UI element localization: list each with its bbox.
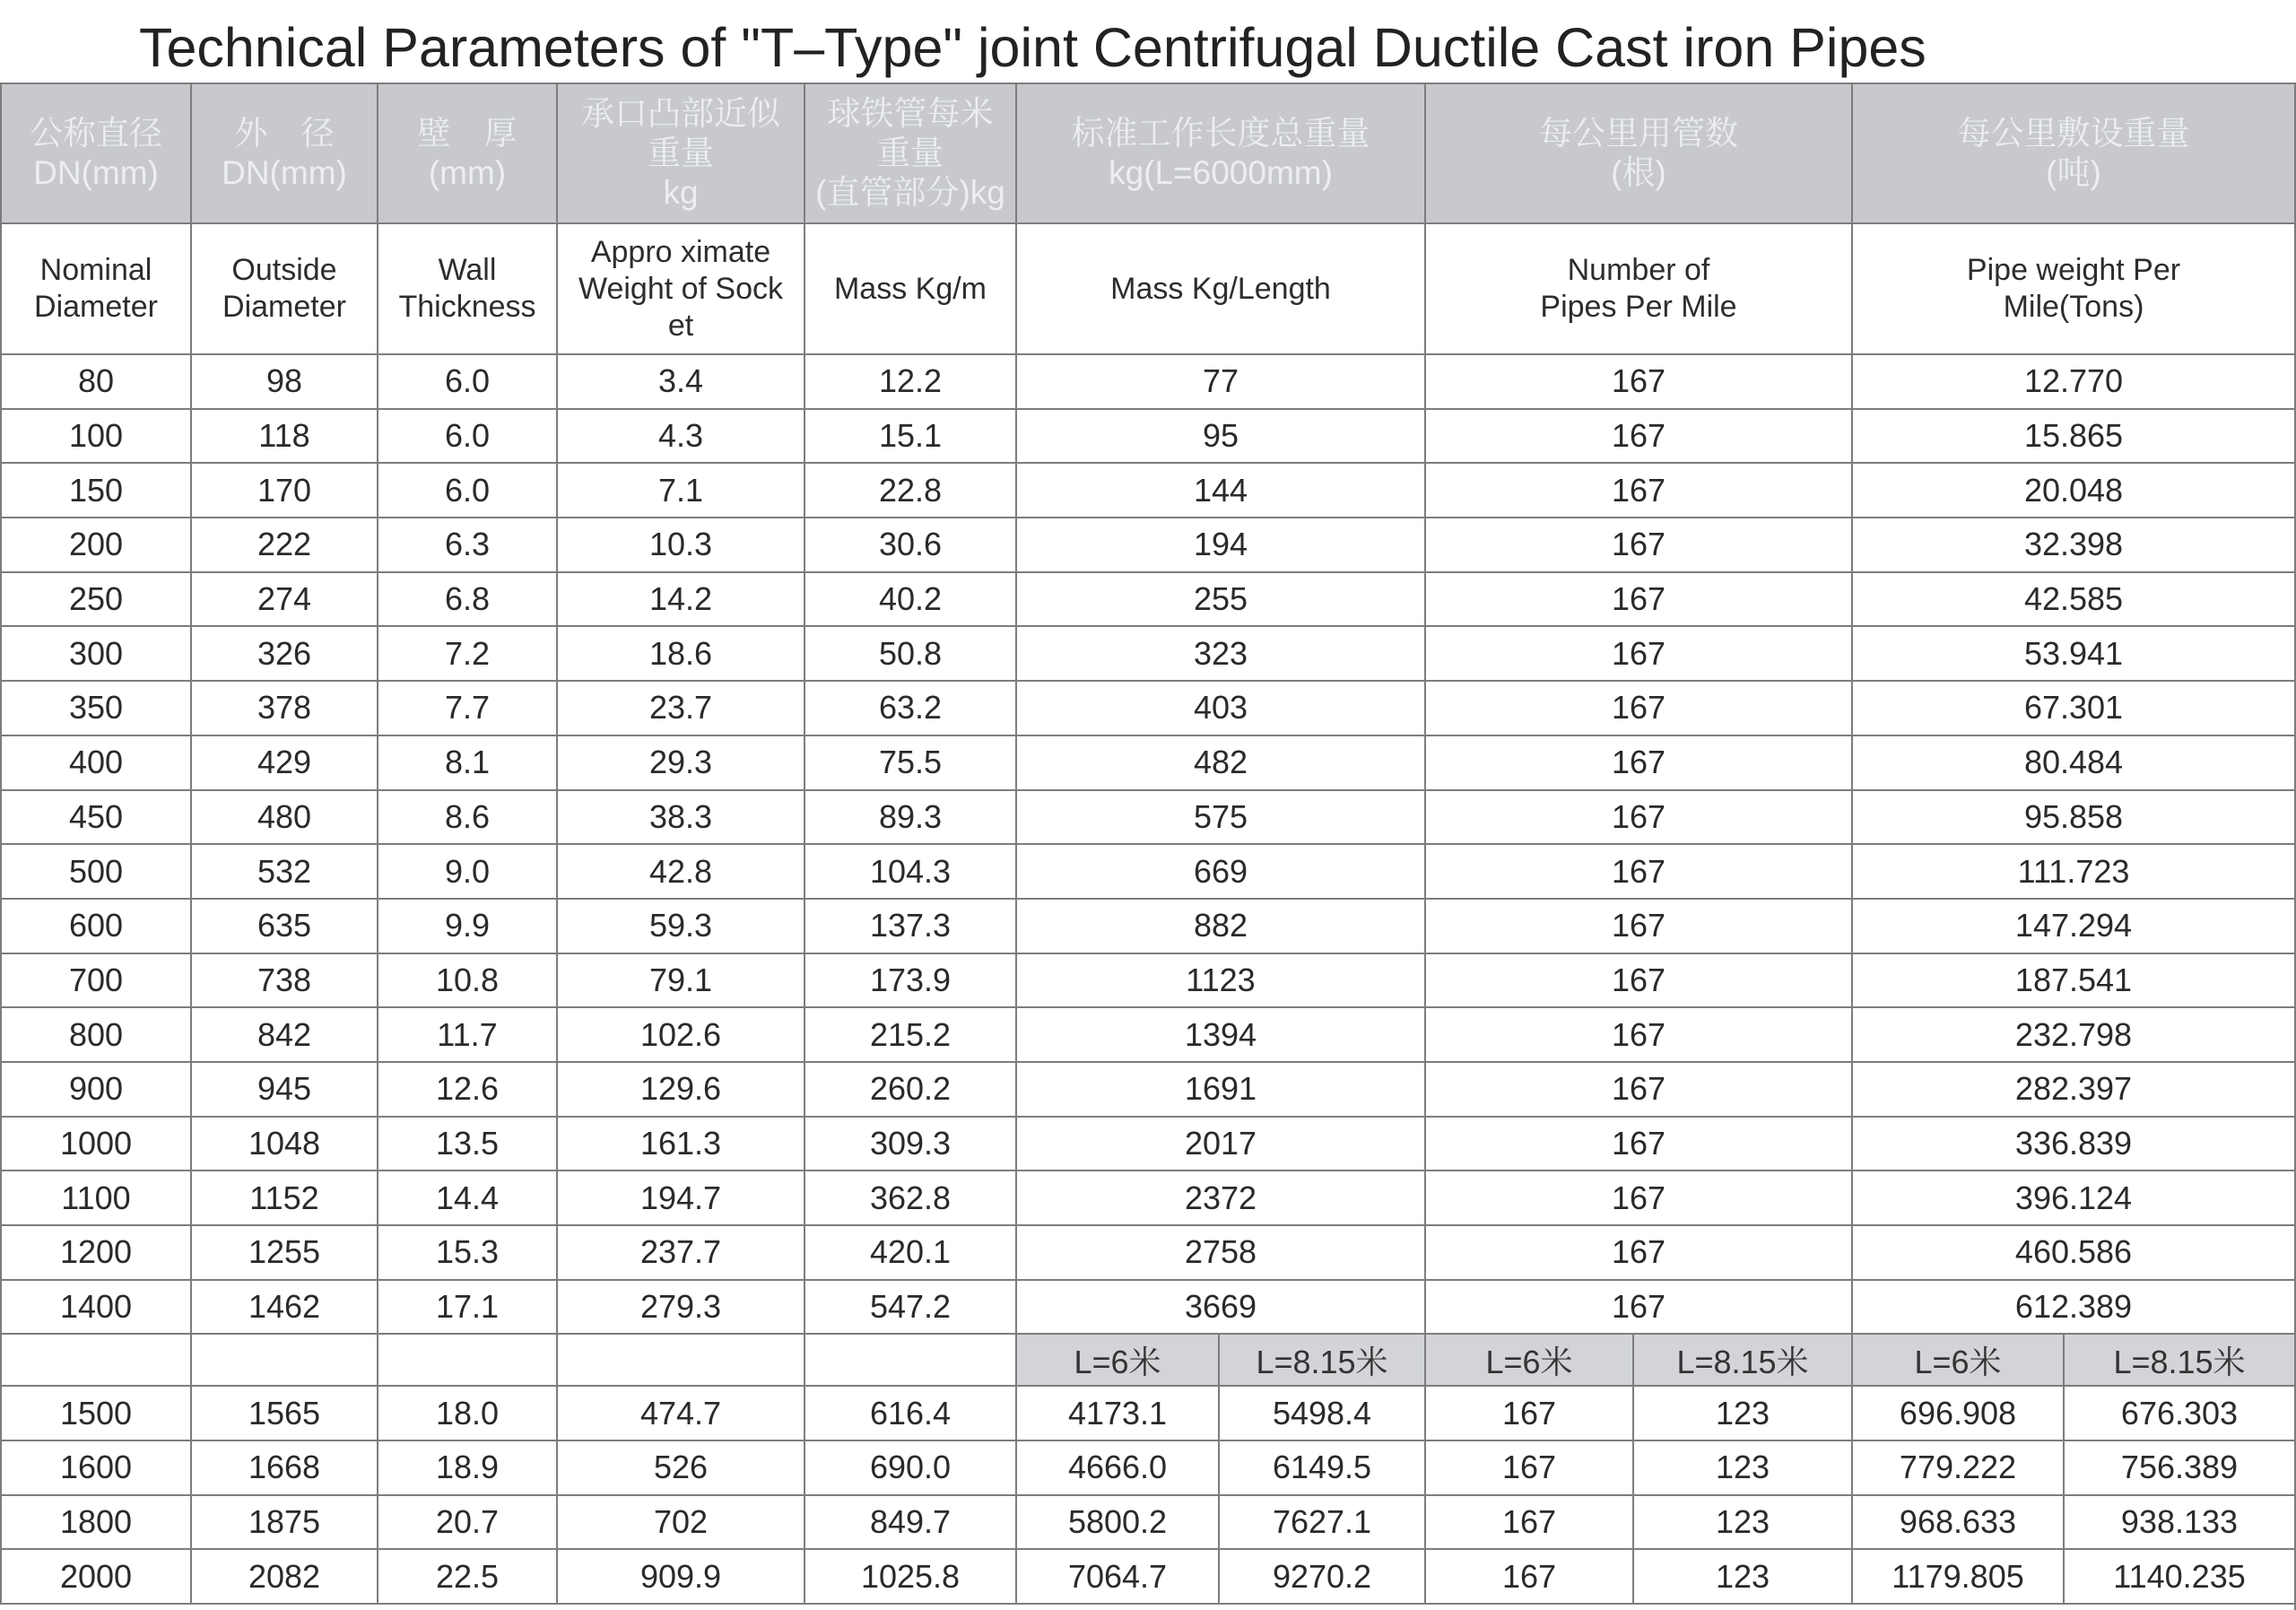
table-cell: 53.941	[1852, 626, 2295, 681]
table-cell: 1668	[191, 1440, 378, 1495]
table-cell: 1100	[1, 1171, 191, 1225]
header-cn-line: 外 径	[234, 115, 335, 152]
table-cell: 482	[1016, 735, 1425, 790]
table-cell: 779.222	[1852, 1440, 2064, 1495]
header-en-col-6	[1425, 223, 1852, 354]
table-cell: 4173.1	[1016, 1386, 1219, 1440]
table-row	[1, 844, 2295, 899]
header-en-line: Appro ximate	[590, 234, 771, 269]
header-en-line: Diameter	[34, 290, 158, 324]
table-row	[1, 1386, 2295, 1440]
length-label-cell: L=6米	[1016, 1334, 1219, 1386]
table-cell: 129.6	[557, 1062, 804, 1117]
table-cell: 676.303	[2064, 1386, 2295, 1440]
table-cell: 460.586	[1852, 1225, 2295, 1280]
table-cell: 1000	[1, 1117, 191, 1171]
table-row	[1, 1062, 2295, 1117]
header-en-line: Thickness	[398, 290, 536, 324]
header-cn-line: (吨)	[2046, 154, 2101, 191]
table-cell: 1152	[191, 1171, 378, 1225]
header-en-line: Pipe weight Per	[1966, 253, 2181, 287]
length-subheader-row	[1, 1334, 2295, 1386]
header-en-line: Number of	[1567, 253, 1710, 287]
header-en-col-1	[191, 223, 378, 354]
table-row	[1, 1117, 2295, 1171]
length-label-cell: L=8.15米	[2064, 1334, 2295, 1386]
table-body	[1, 354, 2295, 1604]
table-cell: 167	[1425, 1225, 1852, 1280]
table-cell: 756.389	[2064, 1440, 2295, 1495]
header-cn-line: 重量	[648, 135, 714, 171]
table-cell: 7064.7	[1016, 1549, 1219, 1604]
table-cell: 323	[1016, 626, 1425, 681]
table-cell: 9.0	[378, 844, 557, 899]
header-en-line: Pipes Per Mile	[1540, 290, 1737, 324]
table-cell: 18.9	[378, 1440, 557, 1495]
table-cell: 237.7	[557, 1225, 804, 1280]
table-cell: 20.048	[1852, 463, 2295, 518]
table-cell: 1875	[191, 1495, 378, 1550]
table-cell: 173.9	[804, 953, 1016, 1008]
table-cell: 403	[1016, 681, 1425, 735]
table-cell: 945	[191, 1062, 378, 1117]
table-cell: 362.8	[804, 1171, 1016, 1225]
table-cell: 167	[1425, 735, 1852, 790]
table-cell: 38.3	[557, 790, 804, 845]
header-cn-line: DN(mm)	[222, 154, 347, 191]
header-cn-col-4	[804, 83, 1016, 223]
header-cn-line: 公称直径	[30, 115, 162, 152]
table-cell: 123	[1633, 1440, 1852, 1495]
header-cn-col-7	[1852, 83, 2295, 223]
table-cell: 167	[1425, 409, 1852, 464]
header-cn-line: 标准工作长度总重量	[1071, 115, 1370, 152]
header-cn-col-0	[1, 83, 191, 223]
table-cell: 1462	[191, 1280, 378, 1335]
table-cell: 20.7	[378, 1495, 557, 1550]
table-cell: 6.0	[378, 409, 557, 464]
header-en-col-7	[1852, 223, 2295, 354]
table-cell: 6.0	[378, 463, 557, 518]
table-cell: 10.8	[378, 953, 557, 1008]
table-cell: 800	[1, 1007, 191, 1062]
table-cell: 616.4	[804, 1386, 1016, 1440]
table-cell: 80	[1, 354, 191, 409]
table-cell: 5800.2	[1016, 1495, 1219, 1550]
header-cn-line: kg(L=6000mm)	[1109, 154, 1333, 191]
header-en-line: Mass Kg/Length	[1110, 271, 1331, 306]
table-cell: 1025.8	[804, 1549, 1016, 1604]
table-row	[1, 354, 2295, 409]
table-cell: 326	[191, 626, 378, 681]
table-cell: 167	[1425, 1386, 1633, 1440]
table-cell: 118	[191, 409, 378, 464]
header-cn-col-2	[378, 83, 557, 223]
table-cell: 2372	[1016, 1171, 1425, 1225]
table-cell: 170	[191, 463, 378, 518]
table-cell: 7.1	[557, 463, 804, 518]
table-cell: 167	[1425, 463, 1852, 518]
table-cell: 23.7	[557, 681, 804, 735]
table-cell: 450	[1, 790, 191, 845]
table-cell: 429	[191, 735, 378, 790]
table-cell: 6.8	[378, 572, 557, 627]
table-row	[1, 409, 2295, 464]
table-cell: 396.124	[1852, 1171, 2295, 1225]
table-cell: 75.5	[804, 735, 1016, 790]
table-cell: 12.6	[378, 1062, 557, 1117]
table-cell: 144	[1016, 463, 1425, 518]
header-cn-line: DN(mm)	[33, 154, 159, 191]
table-row	[1, 626, 2295, 681]
english-header-row	[1, 223, 2295, 354]
table-cell: 14.4	[378, 1171, 557, 1225]
table-cell: 137.3	[804, 899, 1016, 953]
table-cell: 147.294	[1852, 899, 2295, 953]
table-cell: 3.4	[557, 354, 804, 409]
table-cell: 12.2	[804, 354, 1016, 409]
empty-cell	[557, 1334, 804, 1386]
table-cell: 200	[1, 518, 191, 572]
table-cell: 167	[1425, 572, 1852, 627]
table-row	[1, 1495, 2295, 1550]
header-en-line: Weight of Sock	[578, 271, 784, 306]
empty-cell	[804, 1334, 1016, 1386]
table-cell: 3669	[1016, 1280, 1425, 1335]
table-row	[1, 1007, 2295, 1062]
table-cell: 67.301	[1852, 681, 2295, 735]
table-cell: 15.1	[804, 409, 1016, 464]
table-cell: 8.6	[378, 790, 557, 845]
header-cn-col-6	[1425, 83, 1852, 223]
table-cell: 250	[1, 572, 191, 627]
table-cell: 2082	[191, 1549, 378, 1604]
table-cell: 167	[1425, 354, 1852, 409]
header-cn-line: 承口凸部近似	[581, 95, 780, 132]
table-cell: 6.3	[378, 518, 557, 572]
table-cell: 167	[1425, 626, 1852, 681]
table-cell: 6.0	[378, 354, 557, 409]
table-cell: 29.3	[557, 735, 804, 790]
table-cell: 1600	[1, 1440, 191, 1495]
table-cell: 612.389	[1852, 1280, 2295, 1335]
table-cell: 9270.2	[1219, 1549, 1425, 1604]
table-cell: 14.2	[557, 572, 804, 627]
table-row	[1, 1549, 2295, 1604]
table-cell: 194.7	[557, 1171, 804, 1225]
table-cell: 215.2	[804, 1007, 1016, 1062]
page-title: Technical Parameters of "T–Type" joint Centrifugal Ductile Cast iron Pipes	[139, 17, 1926, 78]
pipe-parameters-table	[0, 83, 2296, 1605]
table-cell: 690.0	[804, 1440, 1016, 1495]
table-cell: 1200	[1, 1225, 191, 1280]
table-cell: 1123	[1016, 953, 1425, 1008]
table-row	[1, 953, 2295, 1008]
table-cell: 300	[1, 626, 191, 681]
table-cell: 842	[191, 1007, 378, 1062]
empty-cell	[378, 1334, 557, 1386]
table-cell: 1500	[1, 1386, 191, 1440]
header-cn-line: 每公里用管数	[1539, 115, 1738, 152]
header-en-line: Diameter	[222, 290, 346, 324]
table-row	[1, 1225, 2295, 1280]
table-cell: 882	[1016, 899, 1425, 953]
table-cell: 909.9	[557, 1549, 804, 1604]
table-cell: 532	[191, 844, 378, 899]
table-cell: 15.865	[1852, 409, 2295, 464]
table-cell: 123	[1633, 1386, 1852, 1440]
table-row	[1, 735, 2295, 790]
header-en-col-4	[804, 223, 1016, 354]
table-cell: 7.2	[378, 626, 557, 681]
table-cell: 526	[557, 1440, 804, 1495]
header-cn-col-1	[191, 83, 378, 223]
table-cell: 500	[1, 844, 191, 899]
header-cn-line: (根)	[1611, 154, 1666, 191]
table-cell: 420.1	[804, 1225, 1016, 1280]
header-en-col-5	[1016, 223, 1425, 354]
table-cell: 111.723	[1852, 844, 2295, 899]
table-row	[1, 463, 2295, 518]
header-en-line: Nominal	[39, 253, 152, 287]
table-cell: 40.2	[804, 572, 1016, 627]
table-cell: 702	[557, 1495, 804, 1550]
table-cell: 10.3	[557, 518, 804, 572]
table-cell: 1800	[1, 1495, 191, 1550]
table-cell: 77	[1016, 354, 1425, 409]
table-cell: 4666.0	[1016, 1440, 1219, 1495]
table-cell: 336.839	[1852, 1117, 2295, 1171]
table-cell: 89.3	[804, 790, 1016, 845]
table-cell: 167	[1425, 1549, 1633, 1604]
table-cell: 167	[1425, 953, 1852, 1008]
table-cell: 102.6	[557, 1007, 804, 1062]
table-cell: 222	[191, 518, 378, 572]
table-cell: 635	[191, 899, 378, 953]
chinese-header-row	[1, 83, 2295, 223]
table-cell: 9.9	[378, 899, 557, 953]
header-en-line: Wall	[438, 253, 497, 287]
table-cell: 2000	[1, 1549, 191, 1604]
header-en-col-2	[378, 223, 557, 354]
table-cell: 2758	[1016, 1225, 1425, 1280]
table-cell: 12.770	[1852, 354, 2295, 409]
header-cn-line: 壁 厚	[417, 115, 517, 152]
table-cell: 1048	[191, 1117, 378, 1171]
table-cell: 255	[1016, 572, 1425, 627]
table-cell: 1179.805	[1852, 1549, 2064, 1604]
header-en-col-0	[1, 223, 191, 354]
header-en-line: Mile(Tons)	[2003, 290, 2144, 324]
table-cell: 700	[1, 953, 191, 1008]
table-cell: 18.6	[557, 626, 804, 681]
table-cell: 738	[191, 953, 378, 1008]
table-cell: 167	[1425, 518, 1852, 572]
table-cell: 575	[1016, 790, 1425, 845]
table-cell: 32.398	[1852, 518, 2295, 572]
table-cell: 194	[1016, 518, 1425, 572]
table-cell: 17.1	[378, 1280, 557, 1335]
table-cell: 696.908	[1852, 1386, 2064, 1440]
table-cell: 50.8	[804, 626, 1016, 681]
table-cell: 63.2	[804, 681, 1016, 735]
table-cell: 161.3	[557, 1117, 804, 1171]
header-cn-col-3	[557, 83, 804, 223]
table-cell: 1400	[1, 1280, 191, 1335]
table-cell: 400	[1, 735, 191, 790]
table-cell: 167	[1425, 790, 1852, 845]
table-cell: 167	[1425, 844, 1852, 899]
table-cell: 1140.235	[2064, 1549, 2295, 1604]
table-row	[1, 518, 2295, 572]
table-cell: 167	[1425, 1280, 1852, 1335]
table-cell: 309.3	[804, 1117, 1016, 1171]
table-cell: 6149.5	[1219, 1440, 1425, 1495]
header-cn-line: kg	[663, 174, 699, 211]
header-cn-line: (直管部分)kg	[815, 174, 1005, 211]
header-en-line: Outside	[231, 253, 337, 287]
table-cell: 167	[1425, 1171, 1852, 1225]
table-cell: 669	[1016, 844, 1425, 899]
table-cell: 98	[191, 354, 378, 409]
length-label-cell: L=8.15米	[1219, 1334, 1425, 1386]
header-cn-line: (mm)	[428, 154, 507, 191]
table-cell: 167	[1425, 899, 1852, 953]
table-cell: 968.633	[1852, 1495, 2064, 1550]
table-row	[1, 1171, 2295, 1225]
table-cell: 42.585	[1852, 572, 2295, 627]
table-cell: 7.7	[378, 681, 557, 735]
table-cell: 849.7	[804, 1495, 1016, 1550]
table-cell: 274	[191, 572, 378, 627]
length-label-cell: L=6米	[1425, 1334, 1633, 1386]
table-cell: 600	[1, 899, 191, 953]
table-cell: 1565	[191, 1386, 378, 1440]
table-cell: 11.7	[378, 1007, 557, 1062]
table-cell: 22.8	[804, 463, 1016, 518]
table-cell: 123	[1633, 1549, 1852, 1604]
table-cell: 1394	[1016, 1007, 1425, 1062]
table-cell: 167	[1425, 1495, 1633, 1550]
table-cell: 1255	[191, 1225, 378, 1280]
table-cell: 480	[191, 790, 378, 845]
header-cn-line: 重量	[877, 135, 944, 171]
table-cell: 167	[1425, 1007, 1852, 1062]
table-cell: 95	[1016, 409, 1425, 464]
table-cell: 378	[191, 681, 378, 735]
header-cn-col-5	[1016, 83, 1425, 223]
empty-cell	[1, 1334, 191, 1386]
table-cell: 282.397	[1852, 1062, 2295, 1117]
table-cell: 30.6	[804, 518, 1016, 572]
table-cell: 79.1	[557, 953, 804, 1008]
table-cell: 167	[1425, 1062, 1852, 1117]
table-cell: 232.798	[1852, 1007, 2295, 1062]
table-row	[1, 790, 2295, 845]
table-cell: 104.3	[804, 844, 1016, 899]
table-cell: 150	[1, 463, 191, 518]
table-cell: 13.5	[378, 1117, 557, 1171]
table-cell: 18.0	[378, 1386, 557, 1440]
table-cell: 167	[1425, 681, 1852, 735]
table-cell: 95.858	[1852, 790, 2295, 845]
length-label-cell: L=8.15米	[1633, 1334, 1852, 1386]
table-row	[1, 681, 2295, 735]
header-en-col-3	[557, 223, 804, 354]
table-cell: 59.3	[557, 899, 804, 953]
table-cell: 547.2	[804, 1280, 1016, 1335]
table-cell: 279.3	[557, 1280, 804, 1335]
header-cn-line: 每公里敷设重量	[1957, 115, 2190, 152]
table-cell: 100	[1, 409, 191, 464]
table-cell: 4.3	[557, 409, 804, 464]
header-cn-line: 球铁管每米	[827, 95, 994, 132]
table-cell: 938.133	[2064, 1495, 2295, 1550]
table-cell: 5498.4	[1219, 1386, 1425, 1440]
table-cell: 123	[1633, 1495, 1852, 1550]
header-en-line: et	[667, 308, 694, 343]
table-cell: 1691	[1016, 1062, 1425, 1117]
table-cell: 900	[1, 1062, 191, 1117]
table-cell: 474.7	[557, 1386, 804, 1440]
table-row	[1, 1280, 2295, 1335]
table-cell: 2017	[1016, 1117, 1425, 1171]
table-cell: 167	[1425, 1117, 1852, 1171]
table-cell: 42.8	[557, 844, 804, 899]
table-cell: 260.2	[804, 1062, 1016, 1117]
table-row	[1, 572, 2295, 627]
table-cell: 8.1	[378, 735, 557, 790]
table-row	[1, 1440, 2295, 1495]
table-cell: 7627.1	[1219, 1495, 1425, 1550]
table-cell: 350	[1, 681, 191, 735]
header-en-line: Mass Kg/m	[833, 271, 987, 306]
empty-cell	[191, 1334, 378, 1386]
table-cell: 22.5	[378, 1549, 557, 1604]
table-row	[1, 899, 2295, 953]
table-cell: 15.3	[378, 1225, 557, 1280]
table-cell: 187.541	[1852, 953, 2295, 1008]
table-cell: 80.484	[1852, 735, 2295, 790]
length-label-cell: L=6米	[1852, 1334, 2064, 1386]
table-cell: 167	[1425, 1440, 1633, 1495]
